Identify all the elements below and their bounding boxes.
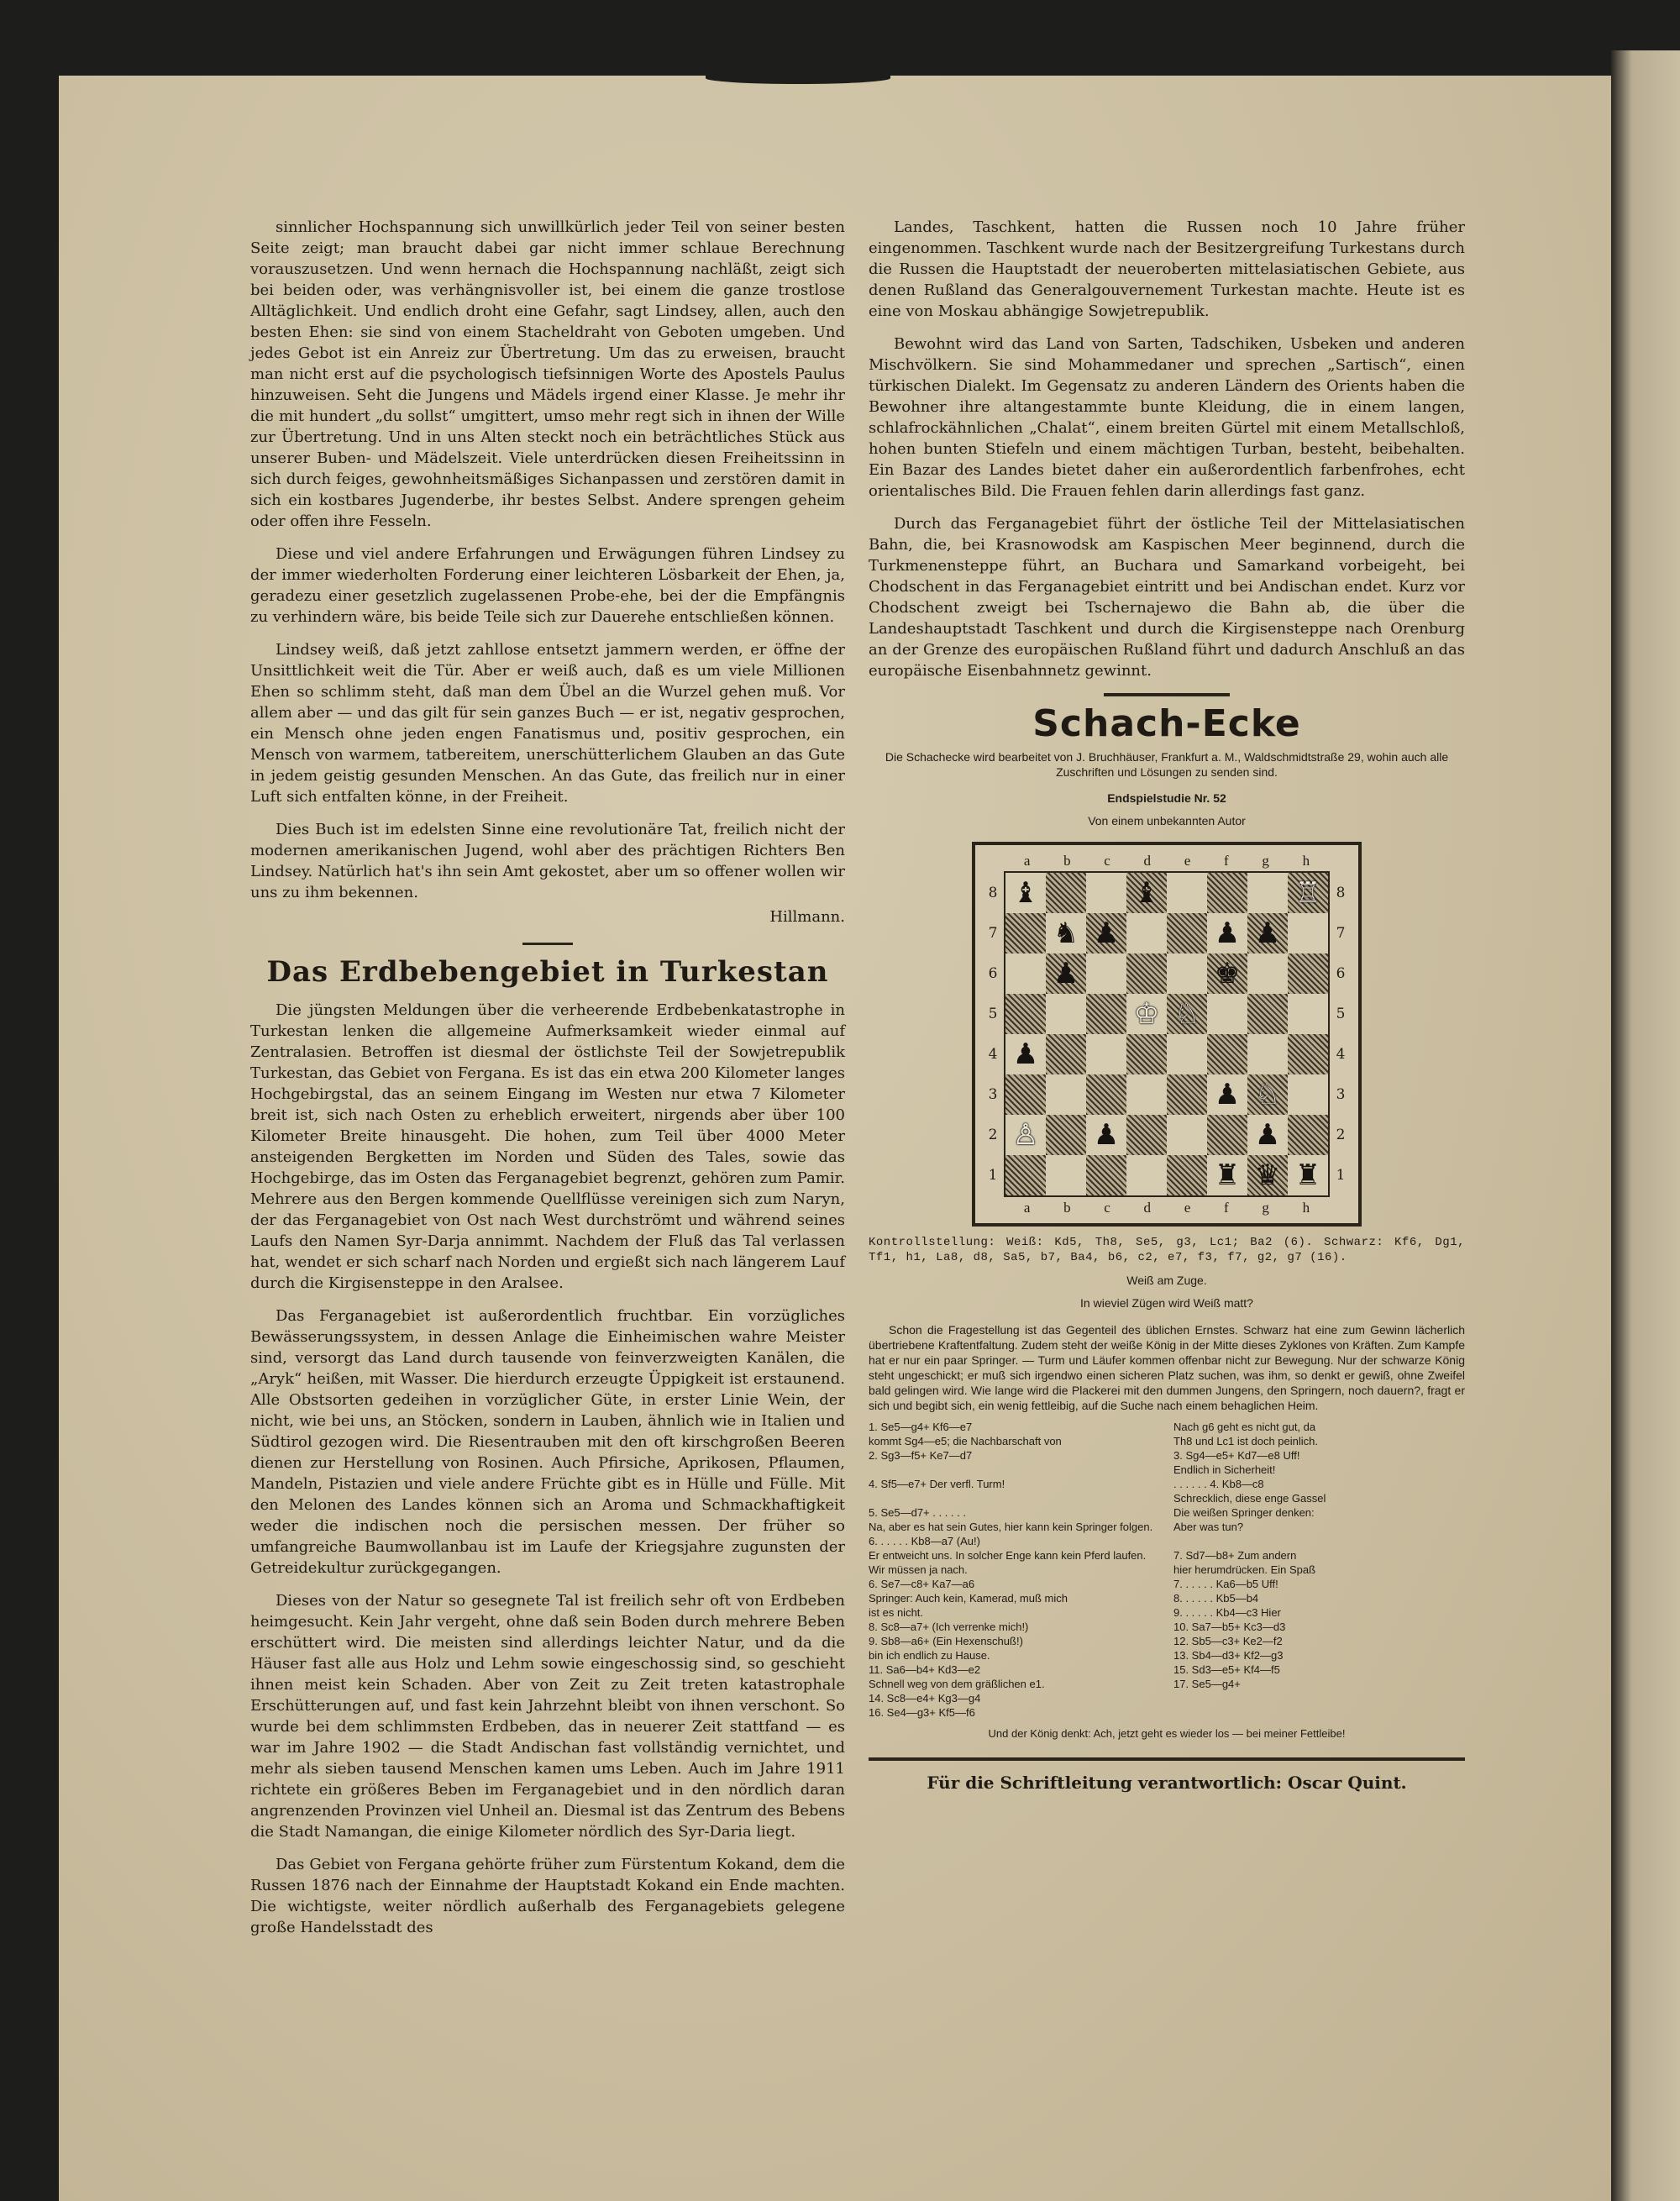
board-square xyxy=(1126,994,1167,1034)
footer-rule xyxy=(869,1757,1465,1761)
board-square xyxy=(1207,953,1247,994)
board-square xyxy=(1207,873,1247,913)
board-square xyxy=(1167,1155,1207,1195)
study-number: Endspielstudie Nr. 52 xyxy=(1107,791,1226,805)
black-piece-icon: ♛ xyxy=(1254,1158,1281,1192)
solution-end-line: Und der König denkt: Ach, jetzt geht es wieder los — bei meiner Fettleibe! xyxy=(988,1727,1346,1740)
board-square xyxy=(1126,953,1167,994)
rank-labels-left xyxy=(982,873,1004,1195)
board-square xyxy=(1086,1034,1126,1074)
board-square xyxy=(1247,1034,1288,1074)
black-piece-icon: ♝ xyxy=(1012,876,1039,910)
board-square xyxy=(1247,1155,1288,1195)
white-piece-icon: ♘ xyxy=(1254,1078,1281,1111)
section-divider xyxy=(1104,693,1230,696)
board-square xyxy=(1167,1074,1207,1115)
board-square xyxy=(1288,1034,1328,1074)
solution-commentary: Schon die Fragestellung ist das Gegenteil des üblichen Ernstes. Schwarz hat eine zum Gewinn lächerlich übertriebene Kraftentfaltung. Zudem steht der weiße König in der Mitte dieses Zyklones von Kräften. Zum Kampfe hat er nur ein paar Springer. — Turm und Läufer kommen offenbar nicht zur Bewegung. Nur der schwarze König steht ungeschickt; er muß sich irgendwo einen sicheren Platz suchen, was ihm, so denkt er gewiß, ohne Zweifel bald gelingen wird. Wie lange wird die Plackerei mit den dummen Jungens, den Springern, noch dauern?, fragt er sich und begibt sich, ein wenig fettleibig, auf die Suche nach einem behaglichen Heim. xyxy=(869,1323,1465,1412)
file-label: c xyxy=(1104,853,1110,869)
file-label: g xyxy=(1262,853,1269,869)
move-line: Endlich in Sicherheit! xyxy=(1173,1463,1276,1476)
text-paragraph: Dies Buch ist im edelsten Sinne eine revolutionäre Tat, freilich nicht der modernen amerikanischen Jugend, wohl aber des prächtigen Richters Ben Lindsey. Natürlich hat's ihn sein Amt gekostet, aber um so offener wollen wir uns zu ihm bekennen. xyxy=(250,821,845,901)
board-square xyxy=(1086,1115,1126,1155)
board-square xyxy=(1046,1034,1086,1074)
move-line: 7. . . . . . Ka6—b5 Uff! xyxy=(1173,1578,1278,1590)
move-line: 14. Sc8—e4+ Kg3—g4 xyxy=(869,1692,981,1705)
file-label: d xyxy=(1143,853,1152,869)
black-piece-icon: ♜ xyxy=(1214,1158,1241,1192)
board-square xyxy=(1086,1155,1126,1195)
move-line: Nach g6 geht es nicht gut, da xyxy=(1173,1421,1316,1433)
move-line: Schnell weg von dem gräßlichen e1. xyxy=(869,1678,1045,1690)
move-line: 16. Se4—g3+ Kf5—f6 xyxy=(869,1706,975,1719)
board-square xyxy=(1126,1155,1167,1195)
board-square xyxy=(1247,1115,1288,1155)
rank-label: 5 xyxy=(988,1006,998,1022)
file-label: b xyxy=(1063,1200,1071,1216)
board-square xyxy=(1207,1074,1247,1115)
file-label: d xyxy=(1143,1200,1152,1216)
file-label: b xyxy=(1063,853,1071,869)
board-square xyxy=(1207,1115,1247,1155)
move-line: 1. Se5—g4+ Kf6—e7 xyxy=(869,1421,973,1433)
file-label: f xyxy=(1224,1200,1229,1216)
board-square xyxy=(1086,994,1126,1034)
board-square xyxy=(1086,953,1126,994)
board-square xyxy=(1167,873,1207,913)
board-square xyxy=(1005,873,1046,913)
file-label: h xyxy=(1302,853,1310,869)
board-square xyxy=(1005,1115,1046,1155)
board-square xyxy=(1167,1034,1207,1074)
board-square xyxy=(1167,953,1207,994)
board-square xyxy=(1167,1115,1207,1155)
move-line: 17. Se5—g4+ xyxy=(1173,1678,1241,1690)
board-square xyxy=(1247,873,1288,913)
rank-label: 5 xyxy=(1336,1006,1346,1022)
board-square xyxy=(1207,1155,1247,1195)
board-square xyxy=(1207,1034,1247,1074)
move-line: Na, aber es hat sein Gutes, hier kann kein Springer folgen. xyxy=(869,1521,1153,1533)
solution-moves xyxy=(869,1420,1465,1720)
move-line: bin ich endlich zu Hause. xyxy=(869,1649,990,1662)
article-author: Hillmann. xyxy=(769,908,845,926)
white-piece-icon: ♘ xyxy=(1173,997,1200,1031)
rank-label: 6 xyxy=(1336,965,1346,982)
file-label: a xyxy=(1023,1200,1031,1216)
board-row xyxy=(982,871,1352,1197)
board-square xyxy=(1005,1155,1046,1195)
rank-label: 3 xyxy=(1336,1086,1346,1103)
text-paragraph: Das Ferganagebiet ist außerordentlich fruchtbar. Ein vorzügliches Bewässerungssystem, in dessen Anlage die Einheimischen wahre Meister sind, versorgt das Land durch tausende von feinverzweigten Kanälen, die „Aryk“ heißen, mit Wasser. Die hierdurch erzeugte Üppigkeit ist erstaunend. Alle Obstsorten gedeihen in vorzüglicher Güte, in erster Linie Wein, der nicht, wie bei uns, an Stöcken, sondern in Lauben, ähnlich wie in Italien und Südtirol gezogen wird. Die Riesentrauben mit den oft kirschgroßen Beeren dienen zur Herstellung von Rosinen. Auch Pfirsiche, Aprikosen, Pflaumen, Mandeln, Pistazien und viele andere Früchte gibt es in Hülle und Fülle. Mit den Melonen des Landes können sich an Aroma und Schmackhaftigkeit weder die indischen noch die persischen messen. Der früher so umfangreiche Baumwollanbau ist im Laufe der Kriegsjahre zugunsten der Getreidekultur zurückgegangen. xyxy=(250,1307,845,1577)
rank-label: 1 xyxy=(1336,1167,1346,1184)
black-piece-icon: ♟ xyxy=(1254,917,1281,950)
study-author: Von einem unbekannten Autor xyxy=(1088,814,1246,827)
move-line xyxy=(1173,1534,1465,1548)
move-line: Aber was tun? xyxy=(1173,1521,1244,1533)
rank-label: 4 xyxy=(1336,1046,1346,1063)
move-line: . . . . . . 4. Kb8—c8 xyxy=(1173,1478,1264,1490)
move-line: 2. Sg3—f5+ Ke7—d7 xyxy=(869,1449,973,1462)
board-square xyxy=(1005,953,1046,994)
move-line: 8. . . . . . Kb5—b4 xyxy=(1173,1592,1259,1605)
moves-right xyxy=(1173,1420,1465,1720)
board-square xyxy=(1126,1034,1167,1074)
text-paragraph: Dieses von der Natur so gesegnete Tal ist freilich sehr oft von Erdbeben heimgesucht. Kein Jahr vergeht, ohne daß sein Boden durch mehrere Beben erschüttert wird. Die meisten sind allerdings leichter Natur, und da die Häuser fast alle aus Holz und Lehm sowie eingeschossig sind, so geschieht ihnen meist kein Schaden. Aber von Zeit zu Zeit treten katastrophale Erschütterungen auf, und fast kein Jahrzehnt bleibt von ihnen verschont. So wurde bei dem schlimmsten Erdbeben, das in neuerer Zeit stattfand — es war im Jahre 1902 — die Stadt Andischan fast vollständig vernichtet, und mehr als sieben tausend Menschen kamen ums Leben. Auch im Jahre 1911 richtete ein größeres Beben im Ferganagebiet und in den nördlich daran angrenzenden Provinzen viel Unheil an. Diesmal ist das Zentrum des Bebens die Stadt Namangan, die einige Kilometer nördlich des Syr-Daria liegt. xyxy=(250,1592,845,1841)
move-line: Schrecklich, diese enge Gassel xyxy=(1173,1492,1326,1505)
text-paragraph: Diese und viel andere Erfahrungen und Erwägungen führen Lindsey zu der immer wiederholten Forderung einer leichteren Lösbarkeit der Ehen, ja, geradezu einer gesetzlich zugelassenen Probe-ehe, bei der die Empfängnis zu verhindern wäre, bis beide Teile sich zur Dauerehe entschließen können. xyxy=(250,545,845,626)
black-piece-icon: ♝ xyxy=(1133,876,1160,910)
rank-label: 8 xyxy=(988,885,998,901)
move-line: 9. . . . . . Kb4—c3 Hier xyxy=(1173,1606,1281,1619)
board-square xyxy=(1247,953,1288,994)
board-square xyxy=(1046,1155,1086,1195)
black-piece-icon: ♟ xyxy=(1053,957,1079,990)
file-label: e xyxy=(1184,853,1191,869)
move-line: 10. Sa7—b5+ Kc3—d3 xyxy=(1173,1621,1286,1633)
board-square xyxy=(1288,1115,1328,1155)
file-label: c xyxy=(1104,1200,1110,1216)
move-line: ist es nicht. xyxy=(869,1606,924,1619)
board-square xyxy=(1167,913,1207,953)
board-square xyxy=(1288,1155,1328,1195)
chess-board xyxy=(1004,871,1330,1197)
chess-intro: Die Schachecke wird bearbeitet von J. Bruchhäuser, Frankfurt a. M., Waldschmidtstraße 29, wohin auch alle Zuschriften und Lösungen zu senden sind. xyxy=(885,750,1449,779)
move-line: 9. Sb8—a6+ (Ein Hexenschuß!) xyxy=(869,1635,1023,1647)
move-line: 13. Sb4—d3+ Kf2—g3 xyxy=(1173,1649,1284,1662)
board-square xyxy=(1247,994,1288,1034)
board-square xyxy=(1005,1034,1046,1074)
rank-label: 2 xyxy=(1336,1127,1346,1143)
move-line: 11. Sa6—b4+ Kd3—e2 xyxy=(869,1663,981,1676)
board-square xyxy=(1288,1074,1328,1115)
black-piece-icon: ♟ xyxy=(1093,917,1120,950)
move-line: 12. Sb5—c3+ Ke2—f2 xyxy=(1173,1635,1283,1647)
board-square xyxy=(1288,953,1328,994)
text-paragraph: Bewohnt wird das Land von Sarten, Tadschiken, Usbeken und anderen Mischvölkern. Sie sind Mohammedaner und sprechen „Sartisch“, einen türkischen Dialekt. Im Gegensatz zu anderen Ländern des Orients haben die Bewohner ihre altangestammte bunte Kleidung, die in einem langen, schlafrockähnlichen „Chalat“, einem breiten Gürtel mit einem Metallschloß, hohen bunten Stiefeln und einem mächtigen Turban, besteht, beibehalten. Ein Bazar des Landes bietet daher ein außerordentlich farbenfrohes, echt orientalisches Bild. Die Frauen fehlen darin allerdings fast ganz. xyxy=(869,335,1465,500)
move-line xyxy=(869,1463,1160,1477)
move-line xyxy=(869,1491,1160,1505)
black-piece-icon: ♜ xyxy=(1294,1158,1321,1192)
text-paragraph: Lindsey weiß, daß jetzt zahllose entsetzt jammern werden, er öffne der Unsittlichkeit weit die Tür. Aber er weiß auch, daß es um viele Millionen Ehen so schlimm steht, daß man dem Übel an die Wurzel gehen muß. Vor allem aber — und das gilt für sein ganzes Buch — er ist, negativ gesprochen, ein Mensch ohne jeden engen Fanatismus und, positiv gesprochen, ein Mensch von warmem, tatbereitem, unerschütterlichem Glauben an das Gute in jedem geistig gesunden Menschen. An das Gute, das freilich nur in einer Luft sich entfalten könne, in der Freiheit. xyxy=(250,641,845,806)
move-line: 6. . . . . . Kb8—a7 (Au!) xyxy=(869,1535,980,1547)
article-title: Das Erdbebengebiet in Turkestan xyxy=(266,955,829,989)
right-column xyxy=(869,217,1465,1794)
moves-left xyxy=(869,1420,1160,1720)
move-line: 15. Sd3—e5+ Kf4—f5 xyxy=(1173,1663,1280,1676)
black-piece-icon: ♟ xyxy=(1214,917,1241,950)
move-line: Wir müssen ja nach. xyxy=(869,1563,968,1576)
rank-label: 4 xyxy=(988,1046,998,1063)
board-square xyxy=(1005,994,1046,1034)
move-line: 7. Sd7—b8+ Zum andern xyxy=(1173,1549,1297,1562)
board-square xyxy=(1046,1115,1086,1155)
board-square xyxy=(1086,913,1126,953)
board-square xyxy=(1086,1074,1126,1115)
board-square xyxy=(1247,913,1288,953)
text-paragraph: Landes, Taschkent, hatten die Russen noch 10 Jahre früher eingenommen. Taschkent wurde nach der Besitzergreifung Turkestans durch die Russen die Hauptstadt der neueroberten mittelasiatischen Gebiete, aus denen Rußland das Generalgouvernement Turkestan machte. Heute ist es eine von Moskau abhängige Sowjetrepublik. xyxy=(869,218,1465,320)
white-piece-icon: ♔ xyxy=(1133,997,1160,1031)
rank-label: 6 xyxy=(988,965,998,982)
black-piece-icon: ♞ xyxy=(1053,917,1079,950)
board-square xyxy=(1005,913,1046,953)
board-square xyxy=(1126,873,1167,913)
rank-label: 7 xyxy=(988,925,998,942)
task-line: Weiß am Zuge. xyxy=(1126,1274,1207,1287)
white-piece-icon: ♙ xyxy=(1012,1118,1039,1152)
rank-label: 2 xyxy=(988,1127,998,1143)
rank-label: 3 xyxy=(988,1086,998,1103)
rank-label: 8 xyxy=(1336,885,1346,901)
move-line: Th8 und Lc1 ist doch peinlich. xyxy=(1173,1435,1318,1447)
move-line: Er entweicht uns. In solcher Enge kann kein Pferd laufen. xyxy=(869,1549,1147,1562)
board-square xyxy=(1126,913,1167,953)
move-line: 6. Se7—c8+ Ka7—a6 xyxy=(869,1578,975,1590)
left-column xyxy=(250,217,845,1950)
move-line: 5. Se5—d7+ . . . . . . xyxy=(869,1506,966,1519)
file-label: a xyxy=(1023,853,1031,869)
text-paragraph: Durch das Ferganagebiet führt der östliche Teil der Mittelasiatischen Bahn, die, bei Krasnowodsk am Kaspischen Meer beginnend, durch die Turkmenensteppe führt, an Buchara und Samarkand vorbeigeht, bei Chodschent in das Ferganagebiet eintritt und bei Andischan endet. Kurz vor Chodschent zweigt bei Tschernajewo die Bahn ab, die über die Landeshauptstadt Taschkent und durch die Kirgisensteppe nach Orenburg an der Grenze des europäischen Rußland führt und dadurch Anschluß an das europäische Eisenbahnnetz gewinnt. xyxy=(869,515,1465,680)
black-piece-icon: ♟ xyxy=(1012,1037,1039,1071)
chess-section xyxy=(869,702,1465,1744)
move-line: Springer: Auch kein, Kamerad, muß mich xyxy=(869,1592,1068,1605)
move-line: 3. Sg4—e5+ Kd7—e8 Uff! xyxy=(1173,1449,1300,1462)
black-piece-icon: ♟ xyxy=(1214,1078,1241,1111)
black-piece-icon: ♚ xyxy=(1214,957,1241,990)
black-piece-icon: ♟ xyxy=(1093,1118,1120,1152)
move-line: Die weißen Springer denken: xyxy=(1173,1506,1315,1519)
board-square xyxy=(1086,873,1126,913)
board-square xyxy=(1126,1074,1167,1115)
board-square xyxy=(1046,1074,1086,1115)
board-square xyxy=(1126,1115,1167,1155)
board-square xyxy=(1288,913,1328,953)
move-line: 4. Sf5—e7+ Der verfl. Turm! xyxy=(869,1478,1005,1490)
move-line: 8. Sc8—a7+ (Ich verrenke mich!) xyxy=(869,1621,1029,1633)
file-labels-top xyxy=(982,850,1352,871)
board-square xyxy=(1005,1074,1046,1115)
rank-labels-right xyxy=(1330,873,1352,1195)
text-paragraph: Die jüngsten Meldungen über die verheerende Erdbebenkatastrophe in Turkestan lenken die allgemeine Aufmerksamkeit wieder einmal auf Zentralasien. Betroffen ist diesmal der östlichste Teil der Sowjetrepublik Turkestan, das Gebiet von Fergana. Es ist das ein etwa 200 Kilometer langes Hochgebirgstal, das an seinem Eingang im Westen nur etwa 7 Kilometer breit ist, sich nach Osten zu erheblich erweitert, nirgends aber über 100 Kilometer Breite hinausgeht. Die hohen, zum Teil über 4000 Meter ansteigenden Bergketten im Norden und Süden des Tales, sowie das Hochgebirge, das im Osten das Ferganagebiet begrenzt, gehören zum Pamir. Mehrere aus den Bergen kommende Quellflüsse vereinigen sich zum Naryn, der das Ferganagebiet von Ost nach West durchströmt und während seines Laufs den Namen Syr-Darja annimmt. Nachdem der Fluß das Tal verlassen hat, wendet er sich scharf nach Norden und ergießt sich nach längerem Lauf durch die Kirgisensteppe in den Aralsee. xyxy=(250,1001,845,1292)
board-square xyxy=(1288,873,1328,913)
rank-label: 1 xyxy=(988,1167,998,1184)
board-square xyxy=(1207,994,1247,1034)
section-divider xyxy=(522,943,573,945)
file-label: f xyxy=(1224,853,1229,869)
torn-edge xyxy=(706,72,890,84)
white-piece-icon: ♖ xyxy=(1294,876,1321,910)
board-square xyxy=(1288,994,1328,1034)
board-square xyxy=(1046,953,1086,994)
file-labels-bottom xyxy=(982,1197,1352,1218)
text-paragraph: sinnlicher Hochspannung sich unwillkürlich jeder Teil von seiner besten Seite zeigt; man braucht dabei gar nicht immer schlaue Berechnung vorauszusetzen. Und wenn hernach die Hochspannung nachläßt, zeigt sich bei beiden oder, was verhängnisvoller ist, bei einem die ganze trostlose Alltäglichkeit. Und endlich droht eine Gefahr, sagt Lindsey, allen, auch den besten Ehen: sie sind von einem Stacheldraht von Geboten umgeben. Und jedes Gebot ist ein Anreiz zur Übertretung. Um das zu erweisen, braucht man nicht erst auf die psychologisch tiefsinnigen Worte des Apostels Paulus hinzuweisen. Seht die Jungens und Mädels irgend einer Klasse. Je mehr ihr die mit hundert „du sollst“ umgittert, umso mehr regt sich in ihnen der Wille zur Übertretung. Und in uns Alten steckt noch ein beträchtliches Stück aus unserer Buben- und Mädelszeit. Viele unterdrücken diesen Freiheitssinn in sich durch feiges, gewohnheitsmäßiges Sichanpassen und zerstören damit in sich ein kostbares Jugenderbe, ihr bestes Selbst. Andere sprengen geheim oder offen ihre Fesseln. xyxy=(250,218,845,530)
control-position: Kontrollstellung: Weiß: Kd5, Th8, Se5, g3, Lc1; Ba2 (6). Schwarz: Kf6, Dg1, Tf1, h1, La8, d8, Sa5, b7, Ba4, b6, c2, e7, f3, f7, g2, g7 (16). xyxy=(869,1236,1465,1264)
text-paragraph: Das Gebiet von Fergana gehörte früher zum Fürstentum Kokand, dem die Russen 1876 nach der Einnahme der Hauptstadt Kokand ein Ende machten. Die wichtigste, weiter nördlich außerhalb des Ferganagebiets gelegene große Handelsstadt des xyxy=(250,1856,845,1936)
move-line: kommt Sg4—e5; die Nachbarschaft von xyxy=(869,1435,1062,1447)
board-square xyxy=(1046,873,1086,913)
chess-diagram xyxy=(972,842,1362,1227)
board-square xyxy=(1046,994,1086,1034)
board-square xyxy=(1247,1074,1288,1115)
file-label: e xyxy=(1184,1200,1191,1216)
editor-credit: Für die Schriftleitung verantwortlich: Oscar Quint. xyxy=(927,1773,1407,1793)
next-page-edge xyxy=(1611,50,1680,2201)
board-square xyxy=(1167,994,1207,1034)
move-line: hier herumdrücken. Ein Spaß xyxy=(1173,1563,1316,1576)
task-question: In wieviel Zügen wird Weiß matt? xyxy=(1080,1296,1253,1310)
board-square xyxy=(1046,913,1086,953)
file-label: h xyxy=(1302,1200,1310,1216)
chess-title: Schach-Ecke xyxy=(1032,702,1301,745)
file-label: g xyxy=(1262,1200,1269,1216)
board-square xyxy=(1207,913,1247,953)
rank-label: 7 xyxy=(1336,925,1346,942)
black-piece-icon: ♟ xyxy=(1254,1118,1281,1152)
